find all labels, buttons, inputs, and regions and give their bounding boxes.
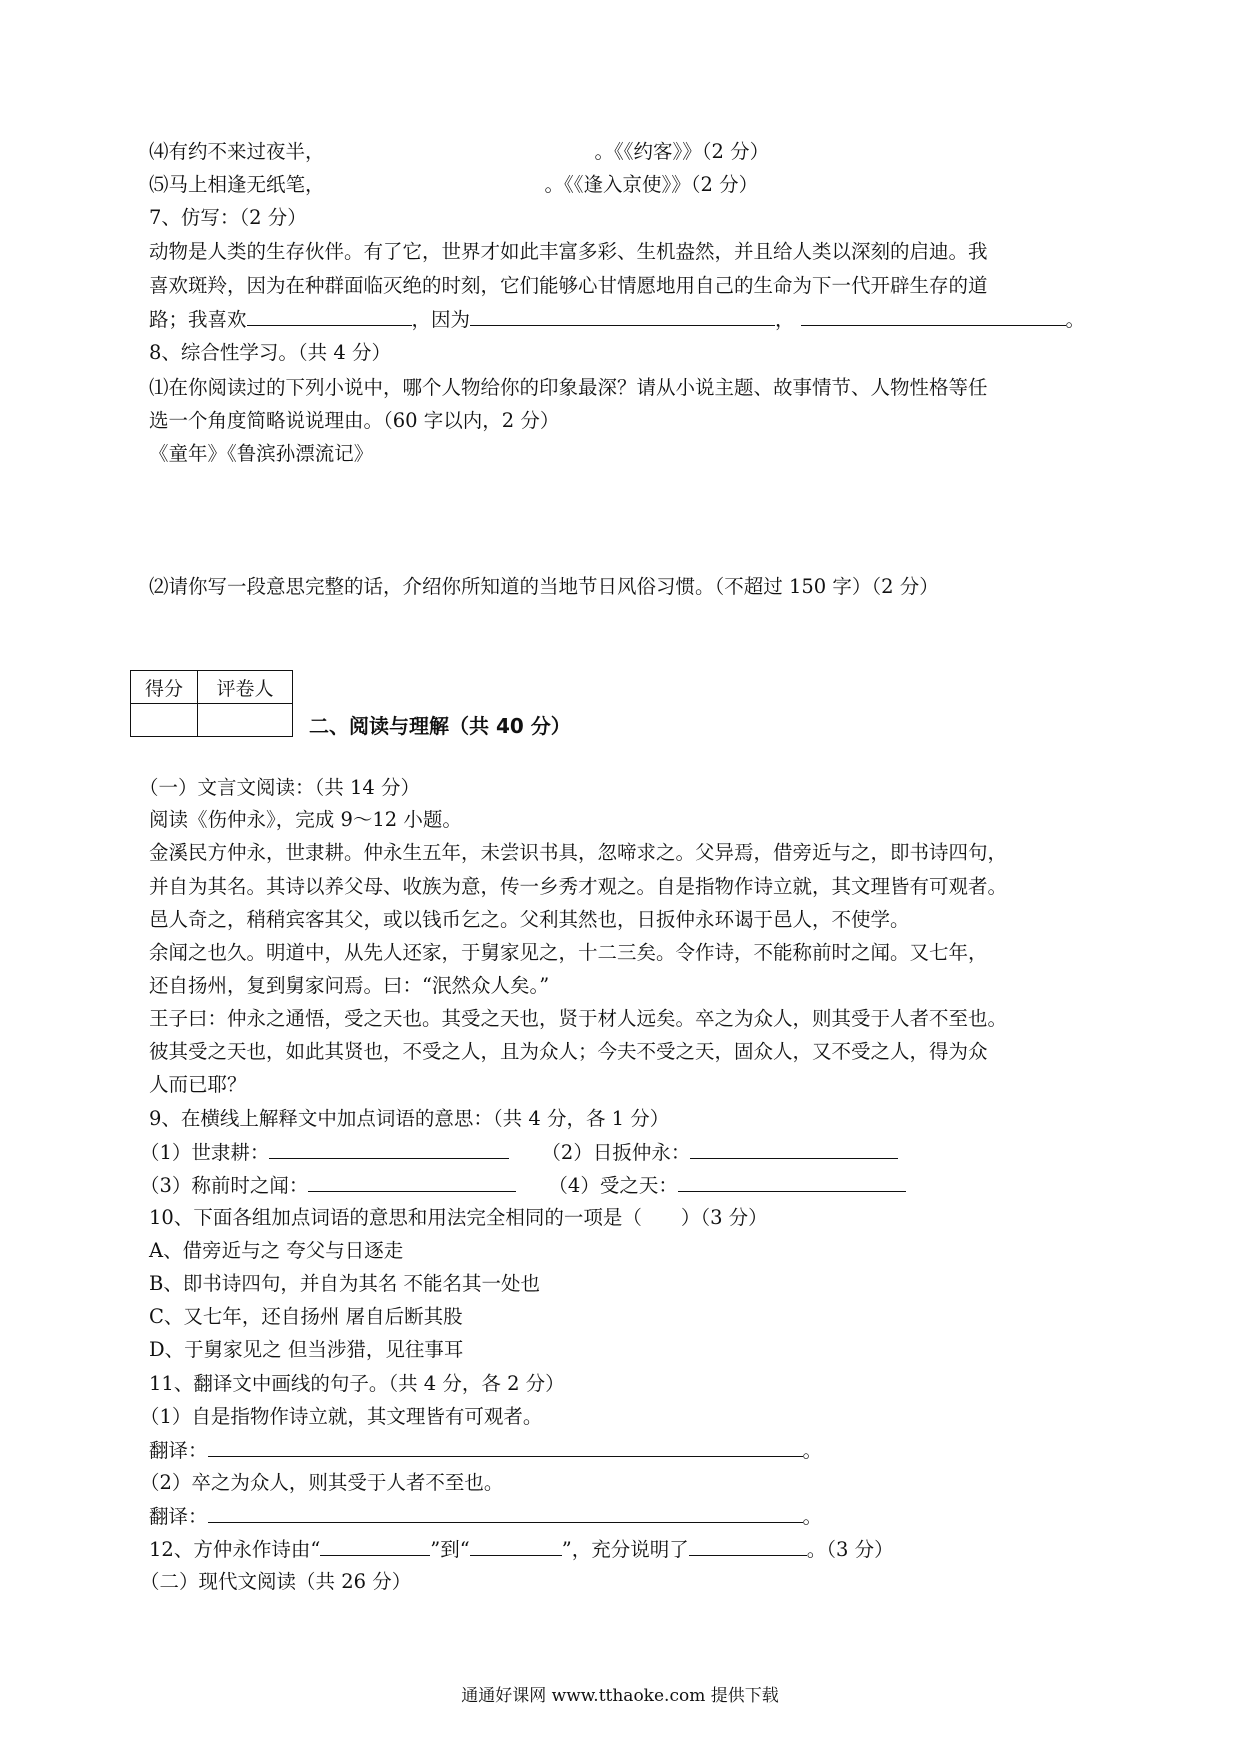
q12-answer-blank-2[interactable] bbox=[470, 1537, 562, 1556]
passage-para3-line3: 人而已耶？ bbox=[149, 1073, 247, 1096]
q7-answer-blank-2[interactable] bbox=[470, 307, 775, 326]
q8-p1-line1: ⑴在你阅读过的下列小说中，哪个人物给你的印象最深？请从小说主题、故事情节、人物性格等任 bbox=[149, 376, 988, 399]
classical-header: （一）文言文阅读：（共 14 分） bbox=[139, 776, 420, 799]
passage-para1-line1: 金溪民方仲永，世隶耕。仲永生五年，未尝识书具，忽啼求之。父异焉，借旁近与之，即书诗四句， bbox=[149, 841, 1008, 864]
q9-item3: （3）称前时之闻： bbox=[140, 1174, 309, 1197]
q11-translate1-end: 。 bbox=[802, 1439, 823, 1462]
q12-line bbox=[149, 1537, 894, 1562]
q9-title: 9、在横线上解释文中加点词语的意思：（共 4 分，各 1 分） bbox=[149, 1107, 670, 1130]
section2-title: 二、阅读与理解（共 40 分） bbox=[309, 714, 571, 738]
q6-line5-text: ⑸马上相逢无纸笔， bbox=[149, 173, 325, 196]
q9-answer-blank-1[interactable] bbox=[269, 1140, 509, 1159]
q7-answer-blank-3[interactable] bbox=[801, 307, 1066, 326]
q11-sentence2: （2）卒之为众人，则其受于人者不至也。 bbox=[140, 1471, 504, 1494]
grader-label: 评卷人 bbox=[198, 671, 293, 704]
q11-translate2-label: 翻译： bbox=[149, 1505, 208, 1528]
q6-line4 bbox=[149, 140, 769, 164]
classical-intro: 阅读《伤仲永》，完成 9～12 小题。 bbox=[149, 808, 462, 831]
q9-item1: （1）世隶耕： bbox=[140, 1141, 270, 1164]
q10-option-d: D、于舅家见之 但当涉猎，见往事耳 bbox=[149, 1338, 464, 1361]
q11-sentence1: （1）自是指物作诗立就，其文理皆有可观者。 bbox=[140, 1405, 543, 1428]
q12-part-b: ”到“ bbox=[430, 1538, 470, 1561]
grader-cell[interactable] bbox=[198, 704, 293, 737]
score-cell[interactable] bbox=[131, 704, 198, 737]
q7-answer-blank-1[interactable] bbox=[247, 307, 412, 326]
q10-option-c: C、又七年，还自扬州 屠自后断其股 bbox=[149, 1305, 463, 1328]
q11-answer-blank-1[interactable] bbox=[208, 1438, 803, 1457]
q10-title: 10、下面各组加点词语的意思和用法完全相同的一项是（ ）（3 分） bbox=[149, 1206, 768, 1229]
q7-line3-c: ， bbox=[775, 308, 795, 331]
q7-line3-d: 。 bbox=[1065, 308, 1086, 331]
q10-option-b: B、即书诗四句，并自为其名 不能名其一处也 bbox=[149, 1272, 541, 1295]
passage-para1-line2: 并自为其名。其诗以养父母、收族为意，传一乡秀才观之。自是指物作诗立就，其文理皆有可观者。 bbox=[149, 875, 1008, 898]
page-footer: 通通好课网 www.tthaoke.com 提供下载 bbox=[461, 1686, 779, 1706]
q9-row2 bbox=[140, 1173, 906, 1198]
q8-books: 《童年》《鲁滨孙漂流记》 bbox=[149, 442, 374, 465]
q11-translate2-end: 。 bbox=[802, 1505, 823, 1528]
q6-line5-tail: 。《《逢入京使》》（2 分） bbox=[544, 173, 759, 196]
q12-answer-blank-3[interactable] bbox=[689, 1537, 807, 1556]
q11-answer-blank-2[interactable] bbox=[208, 1504, 803, 1523]
modern-reading-header: （二）现代文阅读（共 26 分） bbox=[140, 1570, 412, 1593]
q9-item4: （4）受之天： bbox=[548, 1174, 678, 1197]
passage-para2-line2: 还自扬州，复到舅家问焉。曰：“泯然众人矣。” bbox=[149, 974, 550, 997]
q6-line5 bbox=[149, 173, 758, 197]
passage-para3-line1: 王子曰：仲永之通悟，受之天也。其受之天也，贤于材人远矣。卒之为众人，则其受于人者不至也。 bbox=[149, 1007, 1008, 1030]
q7-line2: 喜欢斑羚，因为在种群面临灭绝的时刻，它们能够心甘情愿地用自己的生命为下一代开辟生存的道 bbox=[149, 274, 988, 297]
q7-line1: 动物是人类的生存伙伴。有了它，世界才如此丰富多彩、生机盎然，并且给人类以深刻的启迪。我 bbox=[149, 240, 988, 263]
passage-para3-line2: 彼其受之天也，如此其贤也，不受之人，且为众人；今夫不受之天，固众人，又不受之人，得为众 bbox=[149, 1040, 988, 1063]
q11-title: 11、翻译文中画线的句子。（共 4 分，各 2 分） bbox=[149, 1372, 565, 1395]
q8-title: 8、综合性学习。（共 4 分） bbox=[149, 341, 391, 364]
q6-line4-text: ⑷有约不来过夜半， bbox=[149, 140, 325, 163]
q9-answer-blank-3[interactable] bbox=[308, 1173, 516, 1192]
q9-row1 bbox=[140, 1140, 898, 1165]
q7-line3-a: 路；我喜欢 bbox=[149, 308, 247, 331]
q8-p1-line2: 选一个角度简略说说理由。（60 字以内，2 分） bbox=[149, 409, 560, 432]
q12-answer-blank-1[interactable] bbox=[320, 1537, 430, 1556]
q12-part-c: ”，充分说明了 bbox=[561, 1538, 689, 1561]
q11-translate1 bbox=[149, 1438, 822, 1463]
passage-para1-line3: 邑人奇之，稍稍宾客其父，或以钱币乞之。父利其然也，日扳仲永环谒于邑人，不使学。 bbox=[149, 908, 910, 931]
q11-translate2 bbox=[149, 1504, 822, 1529]
q9-answer-blank-4[interactable] bbox=[678, 1173, 906, 1192]
q7-title: 7、仿写：（2 分） bbox=[149, 206, 307, 229]
passage-para2-line1: 余闻之也久。明道中，从先人还家，于舅家见之，十二三矣。令作诗，不能称前时之闻。又七年， bbox=[149, 941, 988, 964]
q7-line3 bbox=[149, 307, 1085, 332]
q9-answer-blank-2[interactable] bbox=[690, 1140, 898, 1159]
q10-option-a: A、借旁近与之 夸父与日逐走 bbox=[149, 1239, 404, 1262]
score-box bbox=[130, 670, 293, 737]
q12-part-d: 。（3 分） bbox=[806, 1538, 894, 1561]
q6-line4-tail: 。《《约客》》（2 分） bbox=[594, 140, 770, 163]
q9-item2: （2）日扳仲永： bbox=[541, 1141, 691, 1164]
score-label: 得分 bbox=[131, 671, 198, 704]
q7-line3-b: ，因为 bbox=[411, 308, 471, 331]
q12-part-a: 12、方仲永作诗由“ bbox=[149, 1538, 321, 1561]
q11-translate1-label: 翻译： bbox=[149, 1439, 208, 1462]
q8-p2: ⑵请你写一段意思完整的话，介绍你所知道的当地节日风俗习惯。（不超过 150 字）（2 分） bbox=[149, 575, 939, 598]
